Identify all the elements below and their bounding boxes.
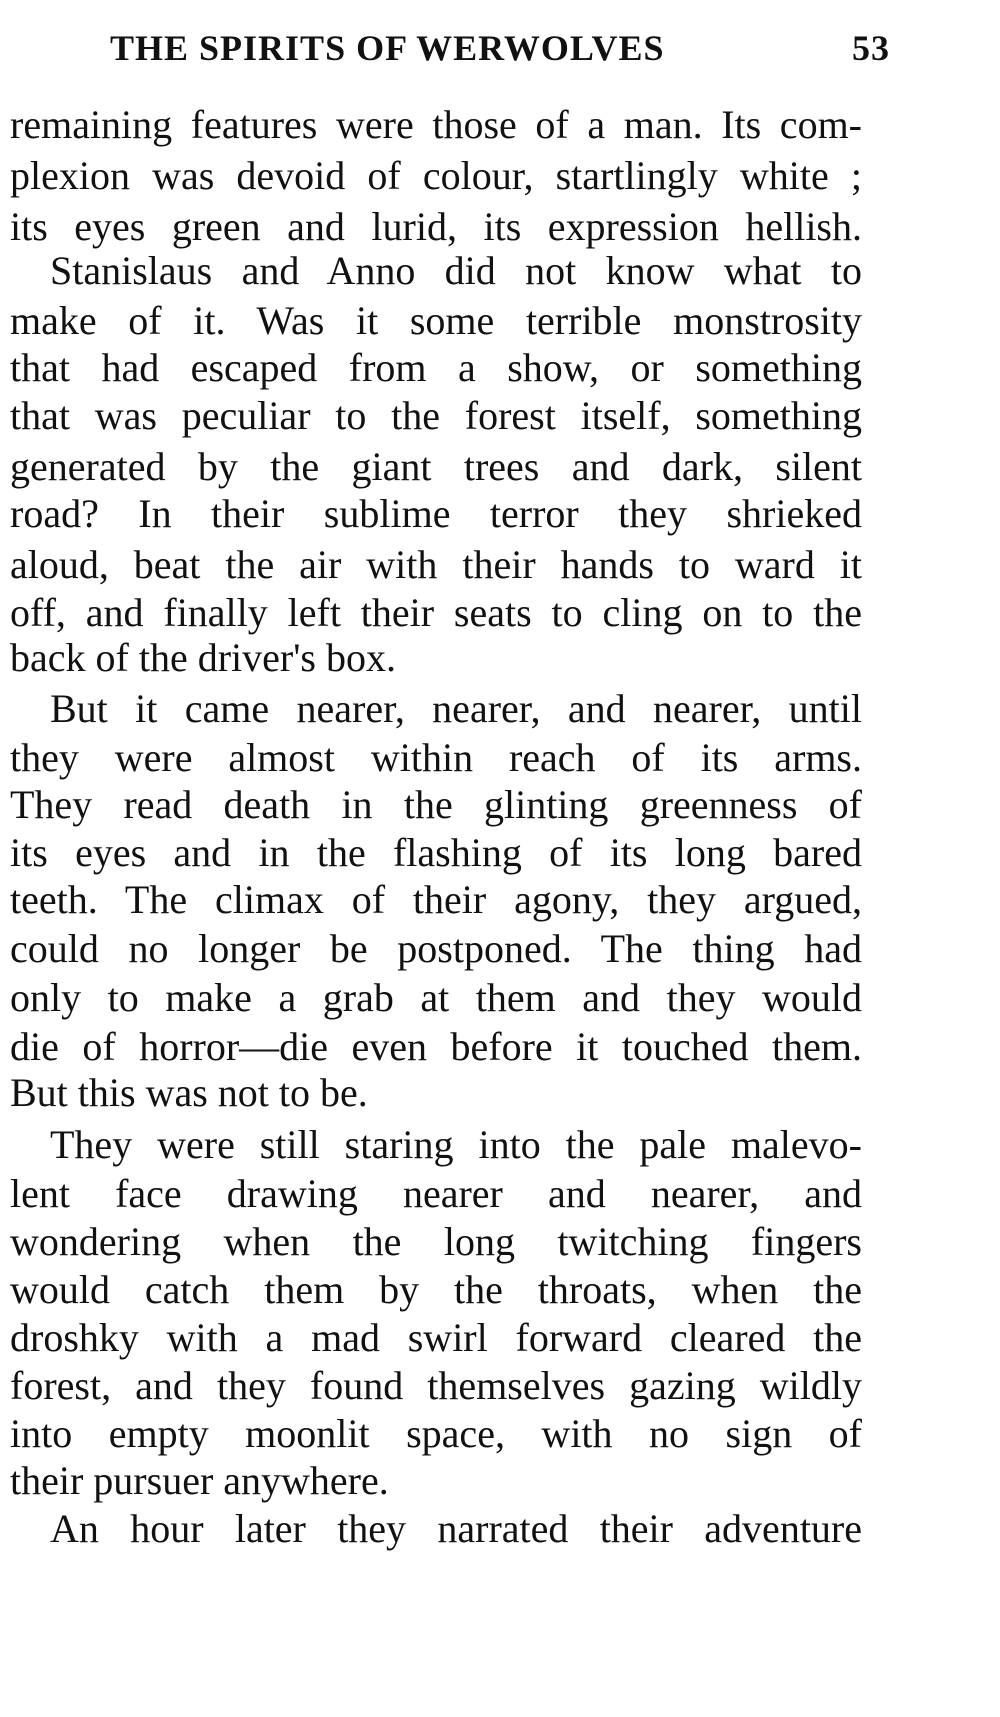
text-line: lent face drawing nearer and nearer, and: [10, 1171, 862, 1216]
text-line: wondering when the long twitching fingers: [10, 1219, 862, 1264]
text-line: make of it. Was it some terrible monstrosity: [10, 298, 862, 343]
text-line: They read death in the glinting greenness of: [10, 782, 862, 827]
text-line: into empty moonlit space, with no sign of: [10, 1411, 862, 1456]
text-line: that had escaped from a show, or something: [10, 345, 862, 390]
text-line: their pursuer anywhere.: [10, 1458, 389, 1503]
text-line: that was peculiar to the forest itself, something: [10, 393, 862, 438]
text-line: only to make a grab at them and they would: [10, 975, 862, 1020]
text-line: aloud, beat the air with their hands to ward it: [10, 542, 862, 587]
text-line: generated by the giant trees and dark, silent: [10, 444, 862, 489]
text-line: But it came nearer, nearer, and nearer, until: [50, 686, 862, 731]
text-line: teeth. The climax of their agony, they argued,: [10, 877, 862, 922]
text-line: would catch them by the throats, when the: [10, 1267, 862, 1312]
text-line: they were almost within reach of its arms.: [10, 735, 862, 780]
text-line: An hour later they narrated their adventure: [50, 1506, 862, 1551]
text-line: die of horror—die even before it touched them.: [10, 1024, 862, 1069]
text-line: remaining features were those of a man. Its com-: [10, 102, 862, 147]
text-line: They were still staring into the pale malevo-: [50, 1122, 862, 1167]
text-line: its eyes and in the flashing of its long bared: [10, 830, 862, 875]
text-line: could no longer be postponed. The thing had: [10, 926, 862, 971]
text-line: road? In their sublime terror they shrieked: [10, 491, 862, 536]
text-line: forest, and they found themselves gazing wildly: [10, 1363, 862, 1408]
text-line: its eyes green and lurid, its expression hellish.: [10, 204, 862, 249]
text-line: back of the driver's box.: [10, 635, 396, 680]
text-line: But this was not to be.: [10, 1070, 368, 1115]
text-line: droshky with a mad swirl forward cleared the: [10, 1315, 862, 1360]
text-line: Stanislaus and Anno did not know what to: [50, 248, 862, 293]
running-head-title: THE SPIRITS OF WERWOLVES: [110, 28, 665, 68]
text-line: off, and finally left their seats to cling on to the: [10, 590, 862, 635]
page-number: 53: [852, 28, 890, 68]
text-line: plexion was devoid of colour, startlingly white ;: [10, 153, 862, 198]
running-head: [110, 18, 890, 78]
